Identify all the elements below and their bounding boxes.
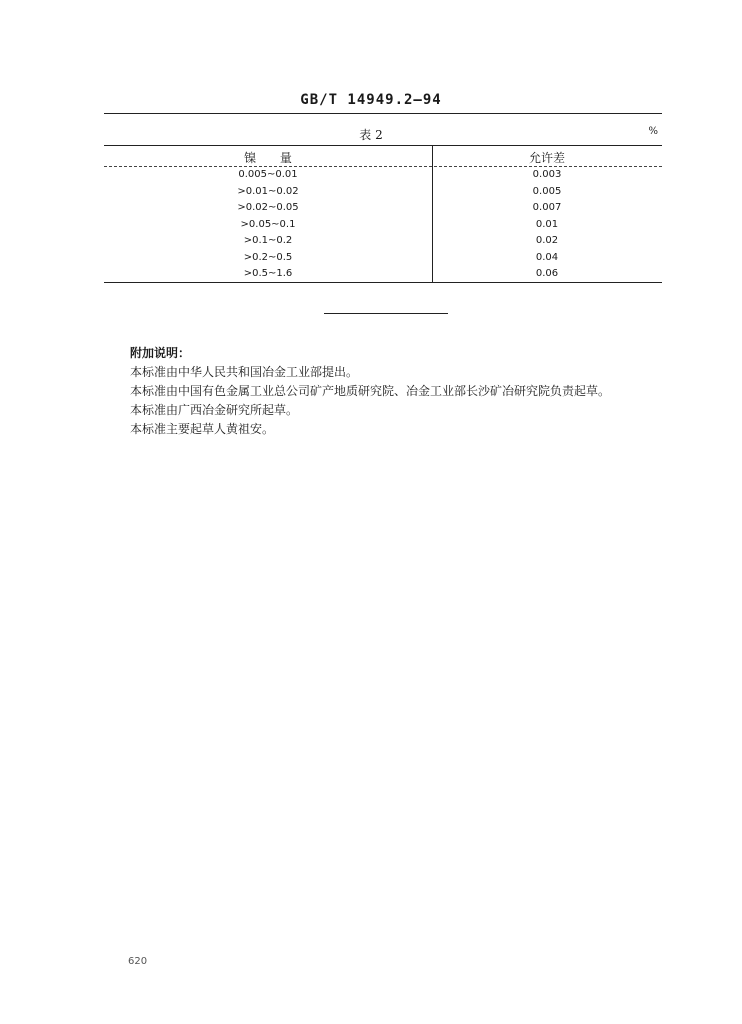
nickel-range-cell: >0.2~0.5 [243,251,293,263]
table-row [104,184,662,201]
table-row [104,200,662,217]
nickel-range-cell: >0.05~0.1 [240,218,296,230]
table-unit: % [648,126,658,137]
table-row [104,266,662,283]
notes-line: 本标准由广西冶金研究所起草。 [130,403,299,417]
nickel-range-cell: >0.1~0.2 [243,235,293,246]
table-bottom-rule [104,282,662,283]
nickel-range-cell: >0.02~0.05 [237,202,299,213]
additional-notes [130,344,690,439]
notes-heading: 附加说明： [130,346,191,360]
tolerance-cell: 0.04 [535,251,559,263]
notes-line: 本标准由中国有色金属工业总公司矿产地质研究院、冶金工业部长沙矿冶研究院负责起草。 [130,384,611,398]
nickel-range-cell: >0.01~0.02 [237,185,299,197]
table-row [104,233,662,250]
page-number: 620 [128,956,148,967]
tolerance-cell: 0.007 [532,202,562,213]
tolerance-cell: 0.005 [532,185,562,197]
tolerance-cell: 0.003 [532,169,562,180]
table-title: 表 2 [359,128,383,142]
tolerance-cell: 0.06 [535,268,559,279]
tolerance-cell: 0.02 [535,235,559,246]
tolerance-cell: 0.01 [535,218,559,230]
nickel-range-cell: >0.5~1.6 [243,268,293,279]
column-header-tolerance: 允许差 [528,151,565,165]
notes-line: 本标准由中华人民共和国冶金工业部提出。 [130,365,359,379]
end-of-standard-rule [324,313,448,314]
table-row [104,167,662,184]
header-rule [104,113,662,114]
nickel-range-cell: 0.005~0.01 [238,169,298,180]
standard-number: GB/T 14949.2—94 [300,92,442,108]
table-row [104,217,662,234]
table-row [104,250,662,267]
column-header-nickel-amount: 镍 量 [244,151,302,165]
table-top-rule [104,145,662,146]
notes-line: 本标准主要起草人黄祖安。 [130,422,275,436]
